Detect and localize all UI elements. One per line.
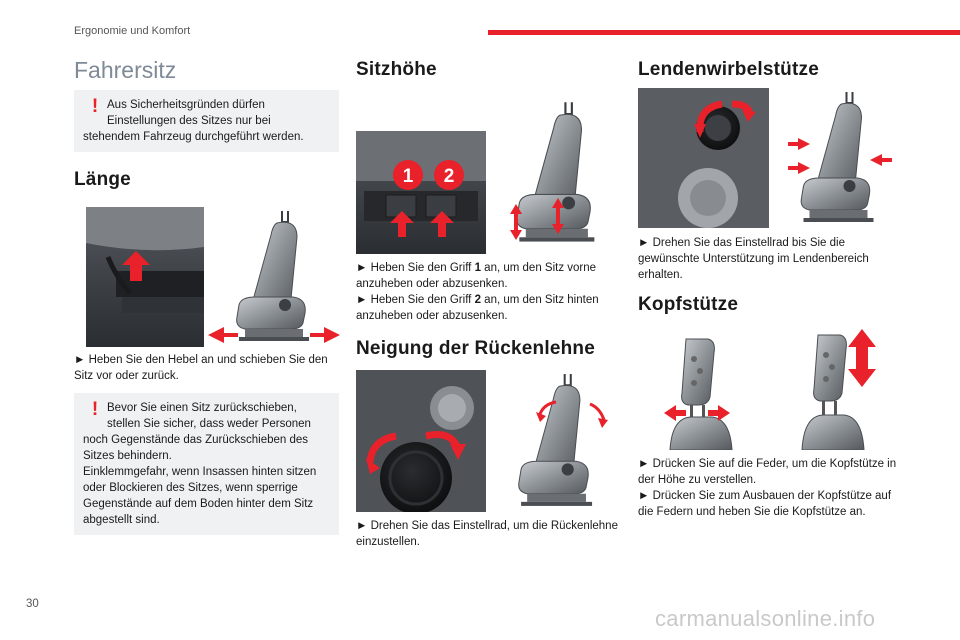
column-left xyxy=(74,56,339,535)
warning-icon: ! xyxy=(91,399,99,420)
backrest-illustration xyxy=(356,370,621,512)
seat-length-diagram xyxy=(204,207,344,347)
warning-line: abgestellt sind. xyxy=(83,514,160,526)
height-handles-photo xyxy=(356,131,486,254)
headrest-press-diagram xyxy=(652,335,762,450)
warning-line: Aus Sicherheitsgründen dürfen xyxy=(107,99,265,111)
length-instruction: ► Heben Sie den Hebel an und schieben Sie den Sitz vor oder zurück. xyxy=(74,354,328,382)
headrest-instruction-1: ► Drücken Sie auf die Feder, um die Kopfstütze in der Höhe zu verstellen. xyxy=(638,458,897,486)
length-heading: Länge xyxy=(74,169,131,190)
warning-line: oder Blockieren des Sitzes, wenn sperrige xyxy=(83,482,298,494)
lumbar-knob-photo xyxy=(638,88,769,228)
warning-line: Einklemmgefahr, wenn Insassen hinten sitzen xyxy=(83,466,317,478)
lumbar-instruction: ► Drehen Sie das Einstellrad bis Sie die gewünschte Unterstützung im Lendenbereich erhalten. xyxy=(638,237,869,281)
backrest-knob-photo xyxy=(356,370,486,512)
seat-height-diagram xyxy=(494,86,609,254)
headrest-instruction-2: ► Drücken Sie zum Ausbauen der Kopfstütze auf die Federn und heben Sie die Kopfstütze an. xyxy=(638,490,892,518)
seat-height-heading: Sitzhöhe xyxy=(356,59,437,80)
warning-line: Einstellungen des Sitzes nur bei xyxy=(107,115,271,127)
trap-warning-box xyxy=(74,393,339,535)
header-section-title: Ergonomie und Komfort xyxy=(74,25,191,37)
lumbar-seat-diagram xyxy=(776,88,896,228)
backrest-heading: Neigung der Rückenlehne xyxy=(356,338,595,359)
warning-icon: ! xyxy=(91,96,99,117)
warning-line: Sitzes behindern. xyxy=(83,450,172,462)
seat-height-illustration xyxy=(356,86,621,254)
watermark: carmanualsonline.info xyxy=(655,606,876,631)
backrest-seat-diagram xyxy=(494,370,609,512)
column-middle xyxy=(356,56,621,550)
warning-line: stellen Sie sicher, dass weder Personen xyxy=(107,418,311,430)
warning-line: noch Gegenstände das Zurückschieben des xyxy=(83,434,309,446)
warning-line: Gegenstände auf dem Boden hinter dem Sitz xyxy=(83,498,314,510)
height-instruction-2: ► Heben Sie den Griff 2 an, um den Sitz hinten anzuheben oder abzusenken. xyxy=(356,294,599,322)
headrest-lift-diagram xyxy=(788,325,898,450)
height-instruction-1: ► Heben Sie den Griff 1 an, um den Sitz vorne anzuheben oder abzusenken. xyxy=(356,262,597,290)
headrest-heading: Kopfstütze xyxy=(638,294,739,315)
handle-1-badge: 1 xyxy=(402,166,414,187)
backrest-instruction: ► Drehen Sie das Einstellrad, um die Rückenlehne einzustellen. xyxy=(356,520,618,548)
page-number: 30 xyxy=(26,598,39,610)
handle-2-badge: 2 xyxy=(443,166,455,187)
safety-warning-box xyxy=(74,90,339,152)
header-accent-bar xyxy=(488,30,960,35)
lever-photo xyxy=(86,207,204,347)
column-right xyxy=(638,56,903,520)
warning-line: Bevor Sie einen Sitz zurückschieben, xyxy=(107,402,297,414)
lumbar-illustration xyxy=(638,88,903,228)
lumbar-heading: Lendenwirbelstütze xyxy=(638,59,819,80)
page-title: Fahrersitz xyxy=(74,57,177,83)
length-illustration xyxy=(74,207,339,347)
headrest-illustration xyxy=(638,325,903,450)
warning-line: stehendem Fahrzeug durchgeführt werden. xyxy=(83,131,304,143)
